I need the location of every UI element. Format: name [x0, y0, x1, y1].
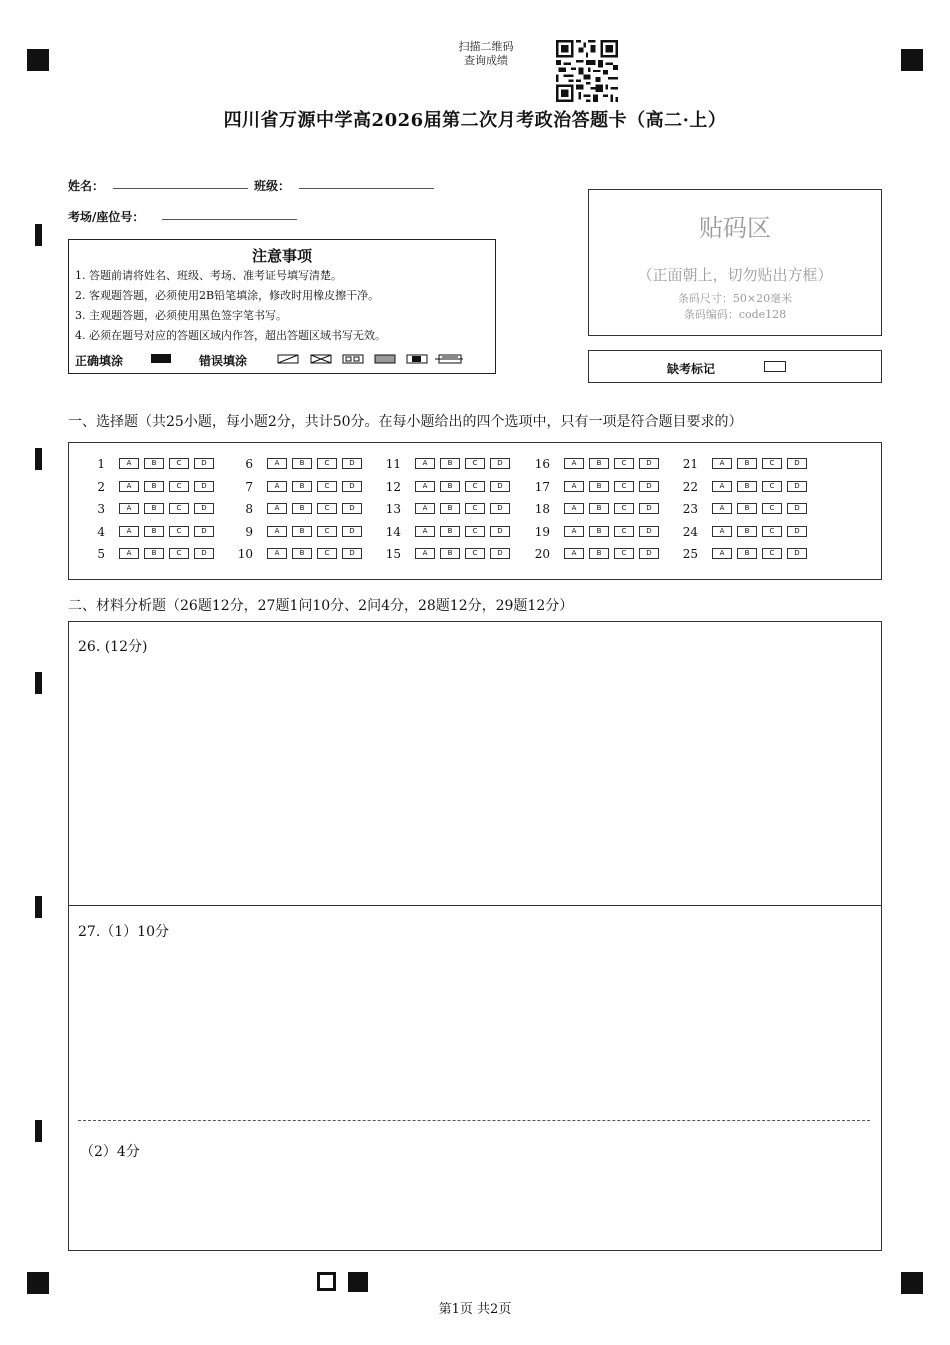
page-mark-solid — [348, 1272, 368, 1292]
mcq-option-bubble[interactable]: A — [415, 503, 435, 514]
sticker-size: 条码尺寸：50×20毫米 — [677, 292, 793, 305]
mcq-question-number: 5 — [97, 547, 105, 561]
mcq-question — [83, 525, 223, 539]
notice-item: 1. 答题前请将姓名、班级、考场、准考证号填写清楚。 — [75, 269, 342, 282]
mcq-question-number: 15 — [385, 547, 401, 561]
mcq-option-bubble[interactable]: A — [564, 526, 584, 537]
name-field[interactable] — [113, 188, 248, 189]
mcq-question-number: 21 — [682, 457, 698, 471]
timing-mark — [35, 896, 42, 918]
notice-heading: 注意事项 — [251, 247, 312, 265]
sticker-title: 贴码区 — [699, 214, 771, 242]
mcq-option-bubble[interactable]: A — [119, 481, 139, 492]
notice-item: 4. 必须在题号对应的答题区域内作答，超出答题区域书写无效。 — [75, 329, 386, 342]
mcq-option-bubble[interactable]: A — [119, 503, 139, 514]
qr-caption-line1: 扫描二维码 — [458, 40, 514, 53]
mcq-option-bubble[interactable]: C — [614, 481, 634, 492]
mcq-question — [528, 480, 668, 494]
name-label: 姓名： — [68, 179, 105, 193]
mcq-option-bubble[interactable]: D — [787, 526, 807, 537]
mcq-option-bubble[interactable]: B — [292, 548, 312, 559]
mcq-question-number: 25 — [682, 547, 698, 561]
mcq-option-bubble[interactable]: A — [415, 548, 435, 559]
mcq-question — [231, 525, 371, 539]
mcq-option-bubble[interactable]: A — [415, 526, 435, 537]
question-27-1-label: 27.（1）10分 — [78, 924, 169, 940]
mcq-question-number: 3 — [97, 502, 105, 516]
mcq-option-bubble[interactable]: B — [144, 458, 164, 469]
mcq-option-bubble[interactable]: C — [762, 481, 782, 492]
mcq-option-bubble[interactable]: B — [589, 458, 609, 469]
mcq-option-bubble[interactable]: A — [267, 458, 287, 469]
timing-mark — [35, 224, 42, 246]
mcq-option-bubble[interactable]: C — [614, 548, 634, 559]
seat-field[interactable] — [162, 219, 297, 220]
mcq-option-bubble[interactable]: A — [267, 548, 287, 559]
mcq-question-number: 12 — [385, 480, 401, 494]
mcq-option-bubble[interactable]: C — [762, 458, 782, 469]
mcq-option-bubble[interactable]: B — [292, 503, 312, 514]
mcq-question-number: 24 — [682, 525, 698, 539]
mcq-option-bubble[interactable]: C — [169, 458, 189, 469]
mcq-option-bubble[interactable]: D — [342, 548, 362, 559]
qr-caption-line2: 查询成绩 — [464, 54, 508, 67]
mcq-option-bubble[interactable]: B — [144, 526, 164, 537]
mcq-question-number: 2 — [97, 480, 105, 494]
mcq-option-bubble[interactable]: B — [144, 503, 164, 514]
mcq-option-bubble[interactable]: D — [490, 503, 510, 514]
answer-divider — [68, 905, 882, 906]
mcq-option-bubble[interactable]: B — [589, 503, 609, 514]
mcq-question-number: 8 — [245, 502, 253, 516]
mcq-option-bubble[interactable]: B — [589, 548, 609, 559]
answer-area[interactable] — [68, 621, 882, 1251]
mcq-question — [83, 480, 223, 494]
mcq-option-bubble[interactable]: C — [317, 503, 337, 514]
absent-checkbox[interactable] — [764, 361, 786, 372]
mcq-option-bubble[interactable]: A — [267, 481, 287, 492]
mcq-option-bubble[interactable]: D — [342, 458, 362, 469]
mcq-option-bubble[interactable]: A — [119, 548, 139, 559]
mcq-option-bubble[interactable]: A — [712, 503, 732, 514]
mcq-option-bubble[interactable]: D — [194, 548, 214, 559]
mcq-option-bubble[interactable]: D — [342, 503, 362, 514]
mcq-question — [83, 547, 223, 561]
mcq-question — [676, 480, 816, 494]
wrong-fill-label: 错误填涂 — [199, 354, 248, 368]
mcq-question — [83, 502, 223, 516]
mcq-option-bubble[interactable]: A — [564, 503, 584, 514]
mcq-option-bubble[interactable]: B — [292, 526, 312, 537]
mcq-option-bubble[interactable]: A — [712, 458, 732, 469]
mcq-question-number: 1 — [97, 457, 105, 471]
mcq-option-bubble[interactable]: C — [317, 481, 337, 492]
section1-title: 一、选择题（共25小题，每小题2分，共计50分。在每小题给出的四个选项中，只有一项是符合题目要求的） — [68, 414, 743, 430]
mcq-option-bubble[interactable]: A — [267, 526, 287, 537]
class-label: 班级： — [254, 179, 291, 193]
mcq-option-bubble[interactable]: C — [317, 526, 337, 537]
absent-mark-box — [588, 350, 882, 383]
mcq-option-bubble[interactable]: A — [564, 481, 584, 492]
mcq-question — [83, 457, 223, 471]
mcq-option-bubble[interactable]: B — [589, 481, 609, 492]
mcq-option-bubble[interactable]: A — [712, 481, 732, 492]
mcq-option-bubble[interactable]: B — [737, 481, 757, 492]
mcq-option-bubble[interactable]: B — [144, 481, 164, 492]
mcq-option-bubble[interactable]: C — [169, 548, 189, 559]
wrong-fill-samples-icon — [277, 353, 463, 365]
mcq-option-bubble[interactable]: D — [194, 481, 214, 492]
mcq-option-bubble[interactable]: A — [564, 548, 584, 559]
mcq-option-bubble[interactable]: A — [415, 458, 435, 469]
mcq-question-number: 17 — [534, 480, 550, 494]
mcq-option-bubble[interactable]: D — [787, 548, 807, 559]
mcq-option-bubble[interactable]: B — [144, 548, 164, 559]
mcq-option-bubble[interactable]: C — [169, 526, 189, 537]
mcq-option-bubble[interactable]: B — [737, 526, 757, 537]
mcq-question — [379, 480, 519, 494]
mcq-option-bubble[interactable]: B — [589, 526, 609, 537]
mcq-question — [231, 502, 371, 516]
correct-fill-label: 正确填涂 — [75, 354, 124, 368]
qr-code-icon — [556, 40, 618, 102]
timing-mark — [35, 448, 42, 470]
registration-mark-bottom-left — [27, 1272, 49, 1294]
registration-mark-top-right — [901, 49, 923, 71]
mcq-option-bubble[interactable]: A — [415, 481, 435, 492]
mcq-question — [676, 502, 816, 516]
qr-caption — [440, 40, 532, 68]
mcq-option-bubble[interactable]: C — [465, 458, 485, 469]
mcq-question — [231, 547, 371, 561]
mcq-question-number: 22 — [682, 480, 698, 494]
mcq-option-bubble[interactable]: C — [317, 458, 337, 469]
mcq-question — [379, 457, 519, 471]
mcq-option-bubble[interactable]: B — [292, 481, 312, 492]
mcq-option-bubble[interactable]: D — [787, 481, 807, 492]
mcq-question-number: 4 — [97, 525, 105, 539]
notice-item: 3. 主观题答题，必须使用黑色签字笔书写。 — [75, 309, 287, 322]
mcq-option-bubble[interactable]: C — [614, 458, 634, 469]
section2-title: 二、材料分析题（26题12分，27题1问10分、2问4分，28题12分，29题12分） — [68, 598, 574, 614]
mcq-option-bubble[interactable]: B — [440, 526, 460, 537]
registration-mark-bottom-right — [901, 1272, 923, 1294]
mcq-question — [528, 547, 668, 561]
mcq-option-bubble[interactable]: D — [639, 526, 659, 537]
mcq-option-bubble[interactable]: D — [490, 458, 510, 469]
mcq-option-bubble[interactable]: B — [292, 458, 312, 469]
mcq-question-number: 10 — [237, 547, 253, 561]
mcq-question — [676, 547, 816, 561]
mcq-option-bubble[interactable]: A — [267, 503, 287, 514]
mcq-option-bubble[interactable]: A — [119, 458, 139, 469]
mcq-option-bubble[interactable]: D — [490, 548, 510, 559]
mcq-question-number: 19 — [534, 525, 550, 539]
sticker-code: 条码编码：code128 — [683, 308, 787, 321]
mcq-option-bubble[interactable]: D — [787, 503, 807, 514]
mcq-option-bubble[interactable]: D — [194, 526, 214, 537]
mcq-option-bubble[interactable]: C — [465, 526, 485, 537]
timing-mark — [35, 1120, 42, 1142]
mcq-question — [231, 480, 371, 494]
page-mark-hollow — [317, 1272, 336, 1291]
mcq-option-bubble[interactable]: D — [490, 481, 510, 492]
page-title: 四川省万源中学高2026届第二次月考政治答题卡（高二·上） — [223, 110, 727, 131]
mcq-question — [528, 525, 668, 539]
mcq-question-number: 11 — [385, 457, 401, 471]
mcq-option-bubble[interactable]: C — [465, 503, 485, 514]
mcq-question-number: 6 — [245, 457, 253, 471]
timing-mark — [35, 672, 42, 694]
mcq-option-bubble[interactable]: C — [614, 503, 634, 514]
mcq-grid — [68, 442, 882, 580]
mcq-option-bubble[interactable]: D — [342, 481, 362, 492]
absent-label: 缺考标记 — [667, 362, 716, 376]
mcq-question-number: 9 — [245, 525, 253, 539]
mcq-option-bubble[interactable]: D — [639, 548, 659, 559]
mcq-option-bubble[interactable]: C — [762, 548, 782, 559]
mcq-question — [528, 457, 668, 471]
mcq-option-bubble[interactable]: D — [639, 503, 659, 514]
barcode-sticker-area — [588, 189, 882, 336]
mcq-option-bubble[interactable]: D — [639, 481, 659, 492]
mcq-option-bubble[interactable]: A — [712, 548, 732, 559]
mcq-option-bubble[interactable]: A — [119, 526, 139, 537]
mcq-question-number: 13 — [385, 502, 401, 516]
mcq-option-bubble[interactable]: C — [465, 548, 485, 559]
mcq-option-bubble[interactable]: C — [614, 526, 634, 537]
mcq-question — [676, 457, 816, 471]
answer-dashed-divider — [78, 1120, 870, 1121]
mcq-question-number: 7 — [245, 480, 253, 494]
mcq-question-number: 20 — [534, 547, 550, 561]
mcq-option-bubble[interactable]: B — [737, 548, 757, 559]
mcq-question-number: 16 — [534, 457, 550, 471]
mcq-option-bubble[interactable]: D — [490, 526, 510, 537]
mcq-question-number: 14 — [385, 525, 401, 539]
mcq-option-bubble[interactable]: C — [169, 503, 189, 514]
mcq-question — [231, 457, 371, 471]
registration-mark-top-left — [27, 49, 49, 71]
mcq-question — [379, 547, 519, 561]
mcq-option-bubble[interactable]: C — [317, 548, 337, 559]
mcq-question — [379, 502, 519, 516]
mcq-question — [379, 525, 519, 539]
mcq-option-bubble[interactable]: C — [465, 481, 485, 492]
mcq-option-bubble[interactable]: C — [762, 503, 782, 514]
page-footer: 第1页 共2页 — [438, 1302, 512, 1317]
mcq-option-bubble[interactable]: B — [737, 503, 757, 514]
mcq-question — [676, 525, 816, 539]
mcq-option-bubble[interactable]: D — [342, 526, 362, 537]
mcq-option-bubble[interactable]: C — [762, 526, 782, 537]
notice-box — [68, 239, 496, 374]
question-27-2-label: （2）4分 — [80, 1144, 140, 1160]
mcq-option-bubble[interactable]: D — [787, 458, 807, 469]
mcq-option-bubble[interactable]: D — [194, 458, 214, 469]
seat-label: 考场/座位号： — [68, 210, 145, 224]
mcq-question-number: 23 — [682, 502, 698, 516]
class-field[interactable] — [299, 188, 434, 189]
mcq-option-bubble[interactable]: B — [440, 503, 460, 514]
mcq-question — [528, 502, 668, 516]
mcq-option-bubble[interactable]: D — [639, 458, 659, 469]
sticker-subtitle: （正面朝上，切勿贴出方框） — [637, 266, 833, 284]
mcq-option-bubble[interactable]: A — [712, 526, 732, 537]
mcq-option-bubble[interactable]: B — [440, 481, 460, 492]
mcq-option-bubble[interactable]: D — [194, 503, 214, 514]
mcq-option-bubble[interactable]: B — [737, 458, 757, 469]
mcq-option-bubble[interactable]: B — [440, 548, 460, 559]
correct-fill-sample — [151, 354, 171, 363]
mcq-option-bubble[interactable]: B — [440, 458, 460, 469]
notice-item: 2. 客观题答题，必须使用2B铅笔填涂，修改时用橡皮擦干净。 — [75, 289, 380, 302]
mcq-option-bubble[interactable]: A — [564, 458, 584, 469]
question-26-label: 26. (12分) — [78, 639, 148, 655]
mcq-question-number: 18 — [534, 502, 550, 516]
mcq-option-bubble[interactable]: C — [169, 481, 189, 492]
